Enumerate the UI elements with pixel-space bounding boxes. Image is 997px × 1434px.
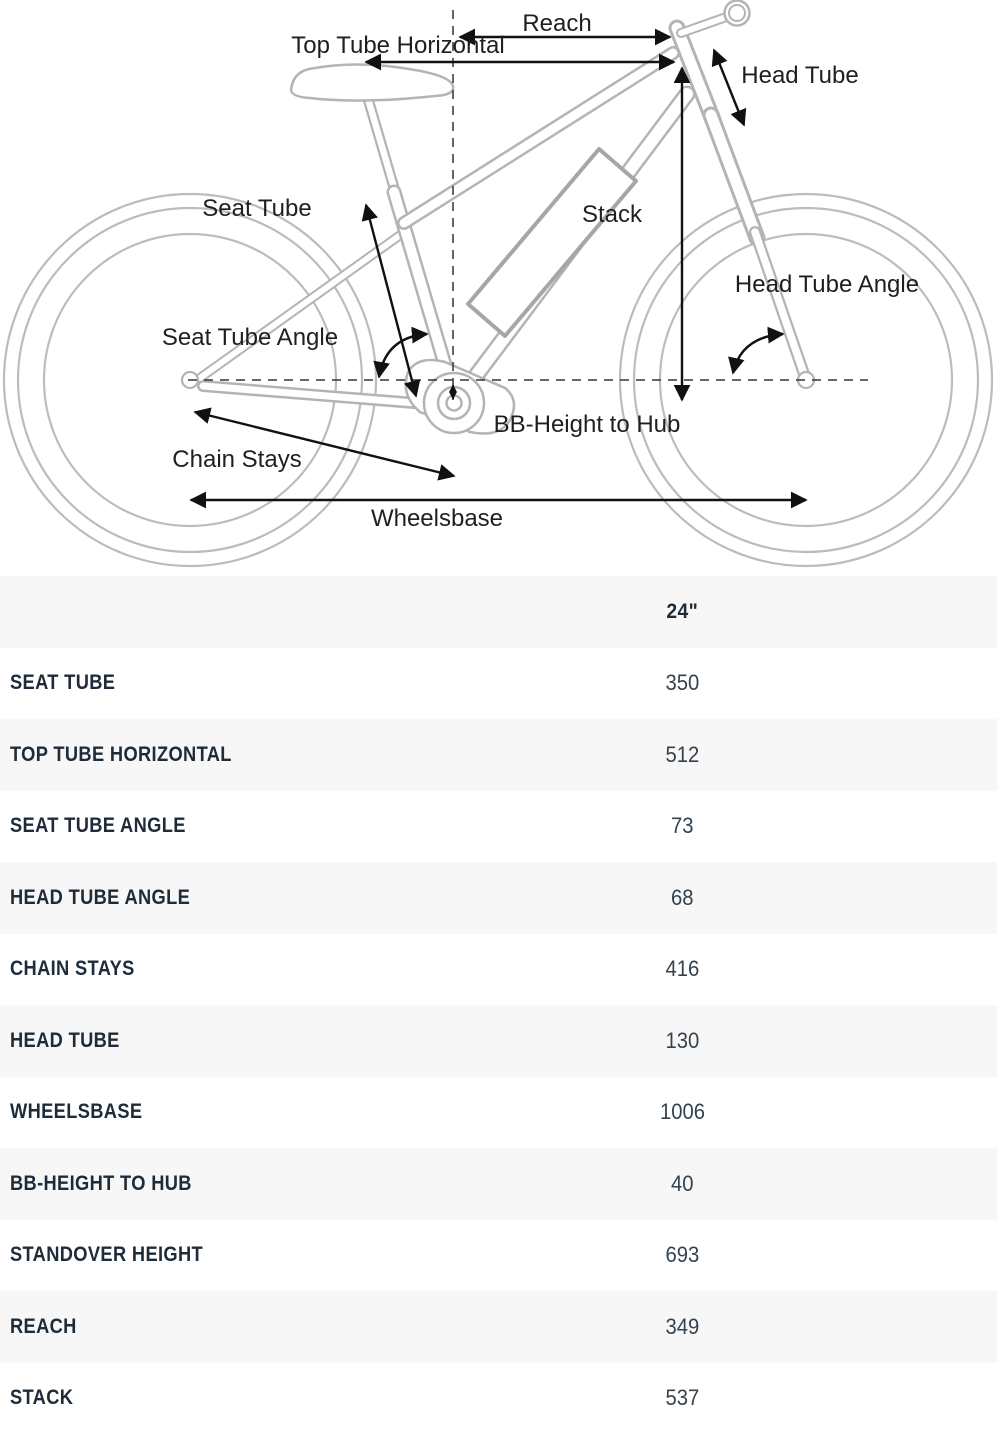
row-value: 1006	[602, 1099, 762, 1125]
row-value: 68	[602, 885, 762, 911]
head-tube-label: Head Tube	[741, 62, 858, 89]
wheelsbase-label: Wheelsbase	[371, 505, 503, 532]
row-value: 73	[602, 813, 762, 839]
row-label: CHAIN STAYS	[0, 957, 602, 981]
bike-geometry-svg	[0, 0, 997, 576]
row-label: TOP TUBE HORIZONTAL	[0, 743, 602, 767]
seat-tube-label: Seat Tube	[202, 195, 311, 222]
table-row	[0, 1220, 997, 1292]
row-label: BB-HEIGHT TO HUB	[0, 1172, 602, 1196]
row-label: STANDOVER HEIGHT	[0, 1243, 602, 1267]
table-row	[0, 719, 997, 791]
chain-stays-label: Chain Stays	[172, 446, 301, 473]
row-value: 40	[602, 1171, 762, 1197]
table-row	[0, 1148, 997, 1220]
table-row	[0, 934, 997, 1006]
top-tube-label: Top Tube Horizontal	[291, 32, 504, 59]
row-value: 130	[602, 1028, 762, 1054]
reach-label: Reach	[522, 10, 591, 37]
handlebar-grip	[725, 1, 750, 26]
size-column-header: 24"	[602, 600, 762, 624]
row-label: HEAD TUBE ANGLE	[0, 886, 602, 910]
table-row	[0, 1077, 997, 1149]
row-value: 537	[602, 1385, 762, 1411]
row-value: 350	[602, 670, 762, 696]
stack-label: Stack	[582, 201, 643, 228]
bb-height-label: BB-Height to Hub	[494, 411, 681, 438]
table-row	[0, 1005, 997, 1077]
table-row	[0, 1363, 997, 1434]
row-value: 349	[602, 1314, 762, 1340]
row-label: STACK	[0, 1386, 602, 1410]
geometry-table	[0, 576, 997, 1434]
table-row	[0, 791, 997, 863]
saddle	[291, 64, 453, 100]
bike-frame	[182, 53, 687, 406]
table-header-row	[0, 576, 997, 648]
table-row	[0, 862, 997, 934]
row-value: 512	[602, 742, 762, 768]
row-label: SEAT TUBE	[0, 671, 602, 695]
row-value: 693	[602, 1242, 762, 1268]
seat-tube-angle-label: Seat Tube Angle	[162, 324, 338, 351]
row-label: SEAT TUBE ANGLE	[0, 814, 602, 838]
table-row	[0, 648, 997, 720]
bike-geometry-diagram	[0, 0, 997, 576]
head-tube-angle-arc	[733, 334, 783, 373]
row-label: REACH	[0, 1315, 602, 1339]
battery-pack	[468, 149, 636, 336]
row-value: 416	[602, 956, 762, 982]
table-row	[0, 1291, 997, 1363]
row-label: WHEELSBASE	[0, 1100, 602, 1124]
head-tube-angle-label: Head Tube Angle	[735, 271, 919, 298]
row-label: HEAD TUBE	[0, 1029, 602, 1053]
